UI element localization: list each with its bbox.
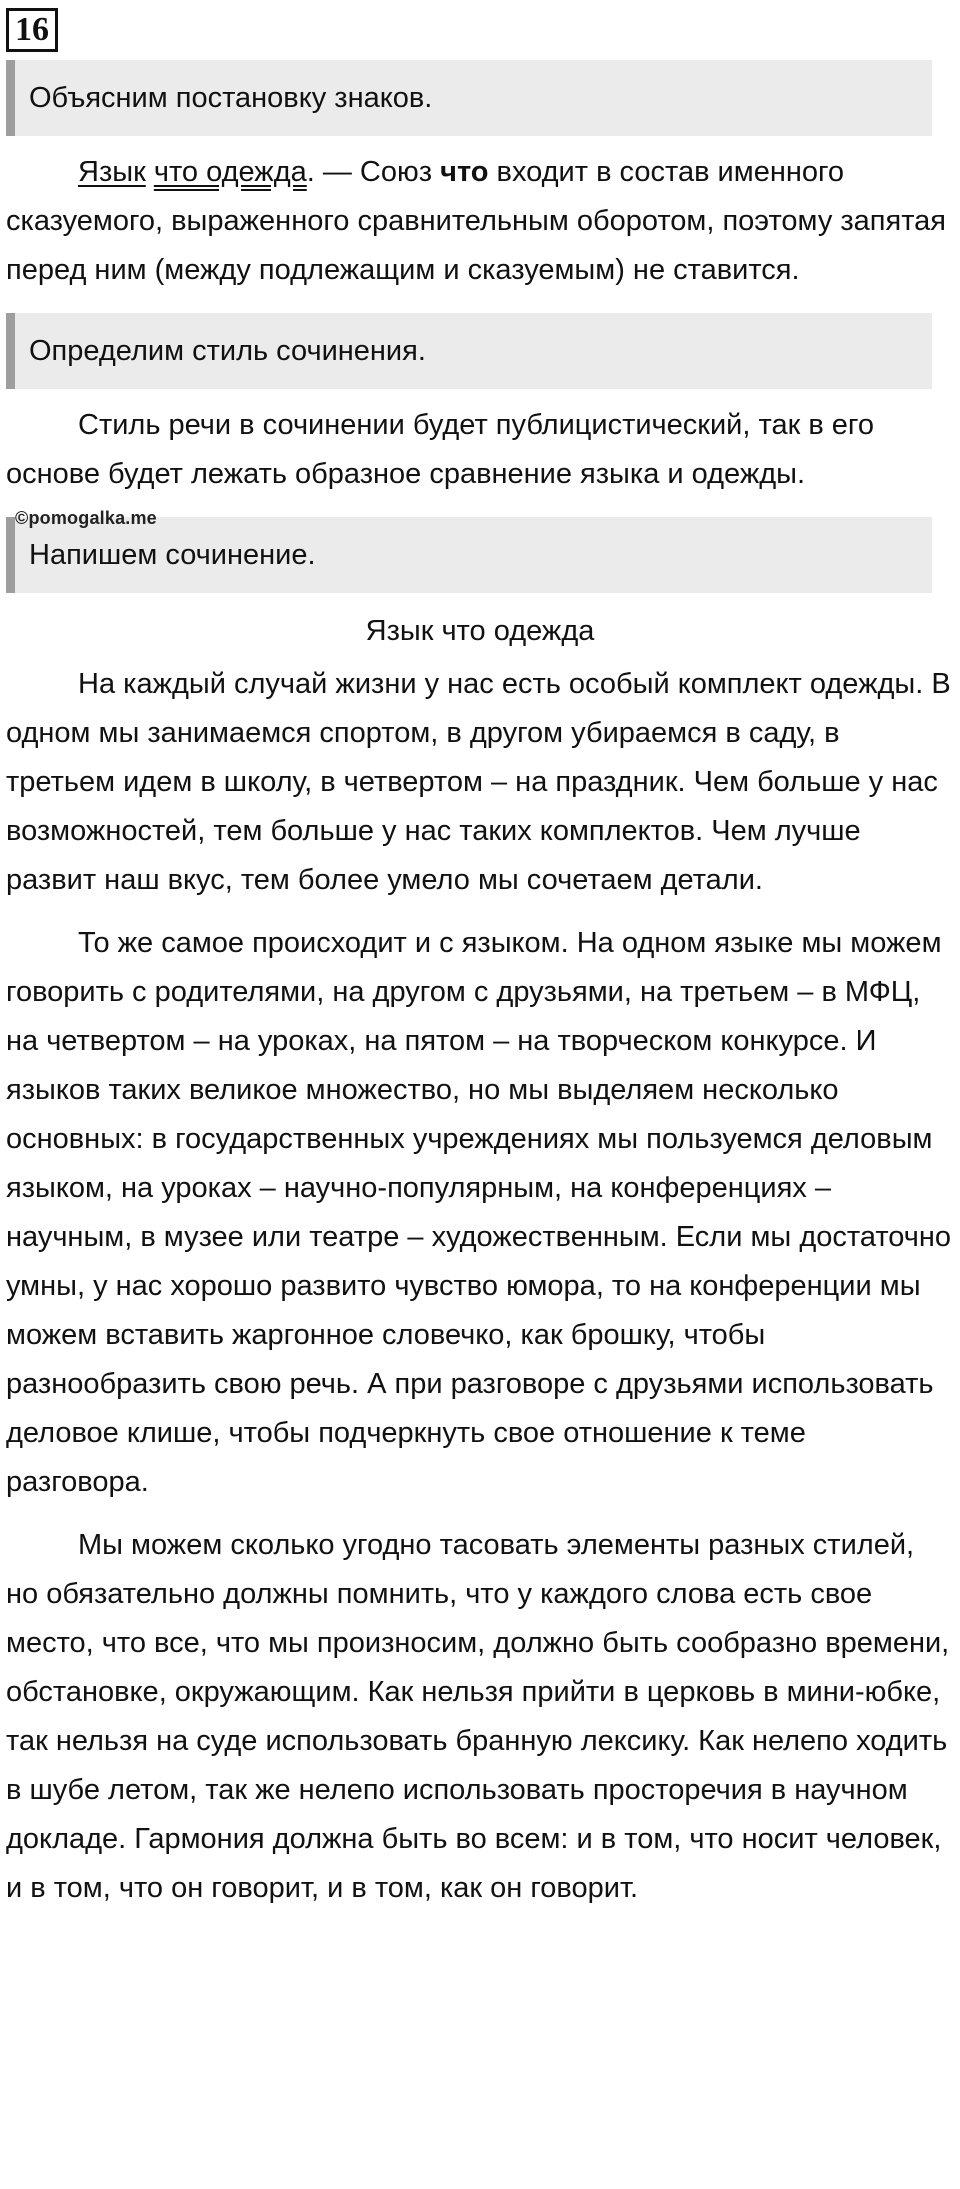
example-subject: Язык <box>78 156 146 188</box>
punctuation-explanation <box>6 148 954 295</box>
essay-paragraph-1: На каждый случай жизни у нас есть особый комплект одежды. В одном мы занимаемся спортом, в другом убираемся в саду, в третьем идем в школу, в четвертом – на праздник. Чем больше у нас возможностей, тем больше у нас таких комплектов. Чем лучше развит наш вкус, тем более умело мы сочетаем детали. <box>6 668 951 896</box>
explanation-rest: входит в состав именного сказуемого, выраженного сравнительным оборотом, поэтому запятая перед ним (между подлежащим и сказуемым) не ставится. <box>6 156 946 286</box>
essay-paragraph-2: То же самое происходит и с языком. На одном языке мы можем говорить с родителями, на другом с друзьями, на третьем – в МФЦ, на четвертом – на уроках, на пятом – на творческом конкурсе. И языков таких великое множество, но мы выделяем несколько основных: в государственных учреждениях мы пользуемся деловым языком, на уроках – научно-популярным, на конференциях – научным, в музее или театре – художественным. Если мы достаточно умны, у нас хорошо развито чувство юмора, то на конференции мы можем вставить жаргонное словечко, как брошку, чтобы разнообразить свою речь. А при разговоре с друзьями использовать деловое клише, чтобы подчеркнуть свое отношение к теме разговора. <box>6 927 952 1498</box>
essay-paragraph-3: Мы можем сколько угодно тасовать элементы разных стилей, но обязательно должны помнить, что у каждого слова есть свое место, что все, что мы произносим, должно быть сообразно времени, обстановке, окружающим. Как нельзя прийти в церковь в мини-юбке, так нельзя на суде использовать бранную лексику. Как нелепо ходить в шубе летом, так же нелепо использовать просторечия в научном докладе. Гармония должна быть во всем: и в том, что носит человек, и в том, что он говорит, и в том, как он говорит. <box>6 1529 950 1904</box>
section-heading-essay: Напишем сочинение. <box>6 517 932 593</box>
explanation-keyword: что <box>440 156 489 188</box>
section-heading-style: Определим стиль сочинения. <box>6 313 932 389</box>
essay-title: Язык что одежда <box>365 615 595 647</box>
task-number: 16 <box>6 8 58 52</box>
style-explanation: Стиль речи в сочинении будет публицистический, так в его основе будет лежать образное сравнение языка и одежды. <box>6 409 874 490</box>
style-block <box>6 389 954 517</box>
section-heading-punctuation: Объясним постановку знаков. <box>6 60 932 136</box>
punctuation-block <box>6 136 954 313</box>
explanation-prefix: . — Союз <box>306 156 441 188</box>
example-predicate: что одежда <box>153 156 307 188</box>
watermark: ©pomogalka.me <box>15 508 157 528</box>
